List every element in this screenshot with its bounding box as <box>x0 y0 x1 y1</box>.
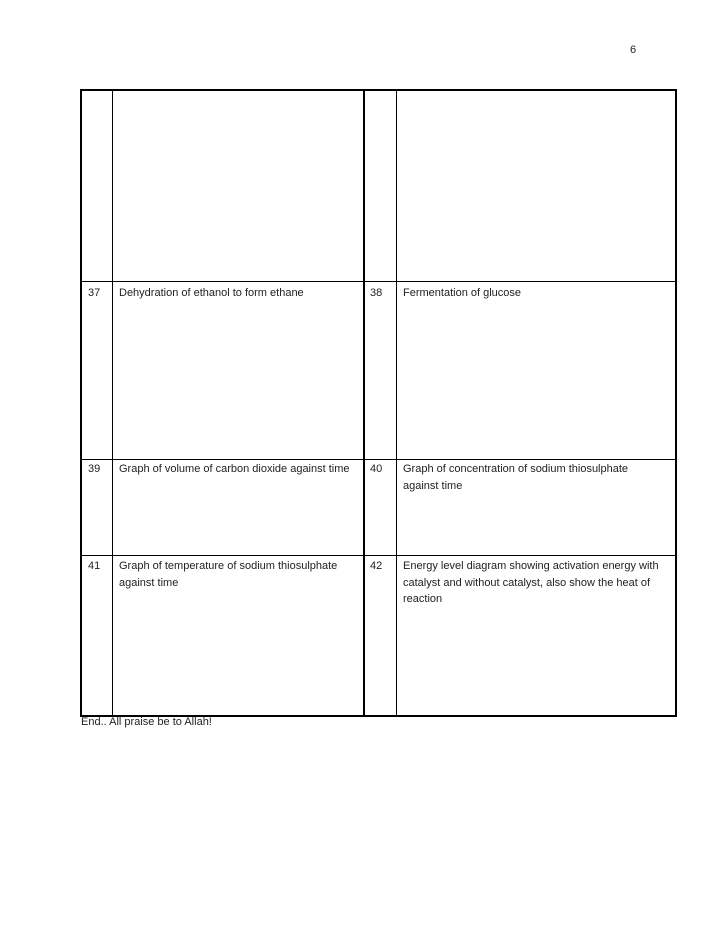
table-row-number: 42 <box>370 560 383 572</box>
drawing-exercise-table <box>80 89 677 717</box>
table-row-number: 40 <box>370 463 383 475</box>
column-divider <box>396 91 397 715</box>
column-divider <box>363 91 365 715</box>
table-row-description: Energy level diagram showing activation energy with catalyst and without catalyst, also show the heat of reaction <box>403 560 659 605</box>
page-number: 6 <box>630 44 637 56</box>
column-divider <box>112 91 113 715</box>
table-row-description: Graph of temperature of sodium thiosulphate against time <box>119 560 338 589</box>
table-row-number: 37 <box>88 287 101 299</box>
table-row-number: 39 <box>88 463 101 475</box>
table-row-number: 38 <box>370 287 383 299</box>
table-row-description: Graph of concentration of sodium thiosulphate against time <box>403 463 629 492</box>
table-row-description: Fermentation of glucose <box>403 287 522 299</box>
row-divider <box>82 459 675 460</box>
row-divider <box>82 281 675 282</box>
table-row-number: 41 <box>88 560 101 572</box>
footer-text: End.. All praise be to Allah! <box>81 716 212 728</box>
row-divider <box>82 555 675 556</box>
table-row-description: Dehydration of ethanol to form ethane <box>119 287 304 299</box>
table-row-description: Graph of volume of carbon dioxide against time <box>119 463 350 475</box>
